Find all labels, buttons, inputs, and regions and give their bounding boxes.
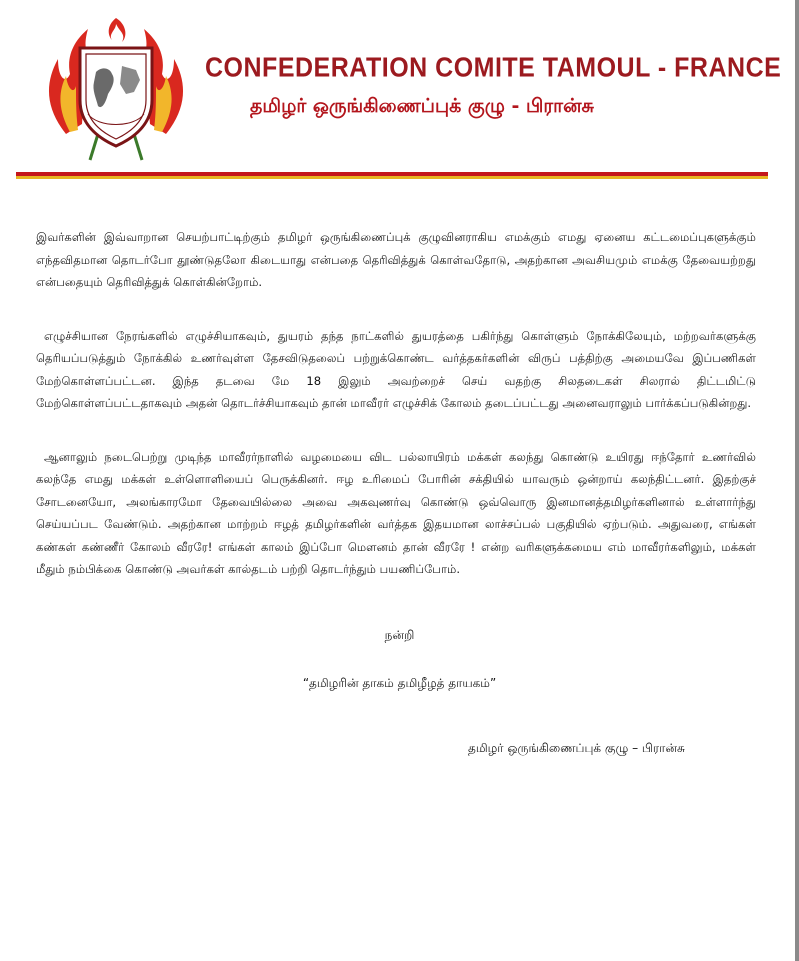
signature: தமிழர் ஒருங்கிணைப்புக் குழு – பிரான்சு bbox=[468, 741, 685, 755]
paragraph-1: இவர்களின் இவ்வாறான செயற்பாட்டிற்கும் தமிழர் ஒருங்கிணைப்புக் குழுவினராகிய எமக்கும் எமது ஏனைய கட்டமைப்புகளுக்கும் எந்தவிதமான தொடர்போ தூண்டுதலோ கிடையாது என்பதை தெரிவித்துக் கொள்வதோடு, அதற்கான அவசியமும் எமக்கு தேவையற்றது என்பதையும் தெரிவித்துக் கொள்கின்றோம். bbox=[36, 230, 756, 289]
closing-slogan: “தமிழரின் தாகம் தமிழீழத் தாயகம்” bbox=[302, 676, 497, 690]
tamil-coordination-emblem-icon bbox=[36, 14, 196, 164]
paragraph-2: எழுச்சியான நேரங்களில் எழுச்சியாகவும், துயரம் தந்த நாட்களில் துயரத்தை பகிர்ந்து கொள்ளும் நோக்கிலேயும், மற்றவர்களுக்கு தெரியப்படுத்தும் நோக்கில் உணர்வுள்ள தேசவிடுதலைப் பற்றுக்கொண்ட வர்த்தகர்களின் விருப் பத்திற்கு அமையவே இப்பணிகள் மேற்கொள்ளப்பட்டன. இந்த தடவை மே 18 இலும் அவற்றைச் செய் வதற்கு சிலதடைகள் சிலரால் திட்டமிட்டு மேற்கொள்ளப்பட்டதாகவும் அதன் தொடர்ச்சியாகவும் தான் மாவீரர் எழுச்சிக் கோலம் தடைப்பட்டது அனைவராலும் பார்க்கப்படுகின்றது. bbox=[36, 328, 756, 410]
org-name-french: CONFEDERATION COMITE TAMOUL - FRANCE bbox=[205, 52, 782, 84]
letter-body bbox=[36, 226, 756, 612]
org-name-tamil: தமிழர் ஒருங்கிணைப்புக் குழு - பிரான்சு bbox=[250, 95, 594, 117]
header-divider-gold bbox=[16, 176, 768, 179]
paragraph-3: ஆனாலும் நடைபெற்று முடிந்த மாவீரர்நாளில் வழமையை விட பல்லாயிரம் மக்கள் கலந்து கொண்டு உயிரது ஈந்தோர் உணர்வில் கலந்தே எமது மக்கள் உள்ளொளியைப் பெருக்கினர். ஈழ உரிமைப் போரின் சக்தியில் யாவரும் ஒன்றாய் கலந்திட்டனர். இதற்குச் சோடனையோ, அலங்காரமோ தேவையில்லை அவை அகவுணர்வு கொண்டு ஒவ்வொரு இனமானத்தமிழர்களினால் உள்ளார்ந்து செய்யப்பட வேண்டும். அதற்கான மாற்றம் ஈழத் தமிழர்களின் வர்த்தக இதயமான லாச்சப்பல் பகுதியில் ஏற்படும். அதுவரை, எங்கள் கண்கள் கண்ணீர் கோலம் வீரரே! எங்கள் காலம் இப்போ மௌனம் தான் வீரரே ! என்ற வரிகளுக்கமைய எம் மாவீரர்களிலும், மக்கள் மீதும் நம்பிக்கை கொண்டு அவர்கள் கால்தடம் பற்றி தொடர்ந்தும் பயணிப்போம். bbox=[36, 449, 756, 576]
closing-thanks: நன்றி bbox=[384, 628, 415, 642]
